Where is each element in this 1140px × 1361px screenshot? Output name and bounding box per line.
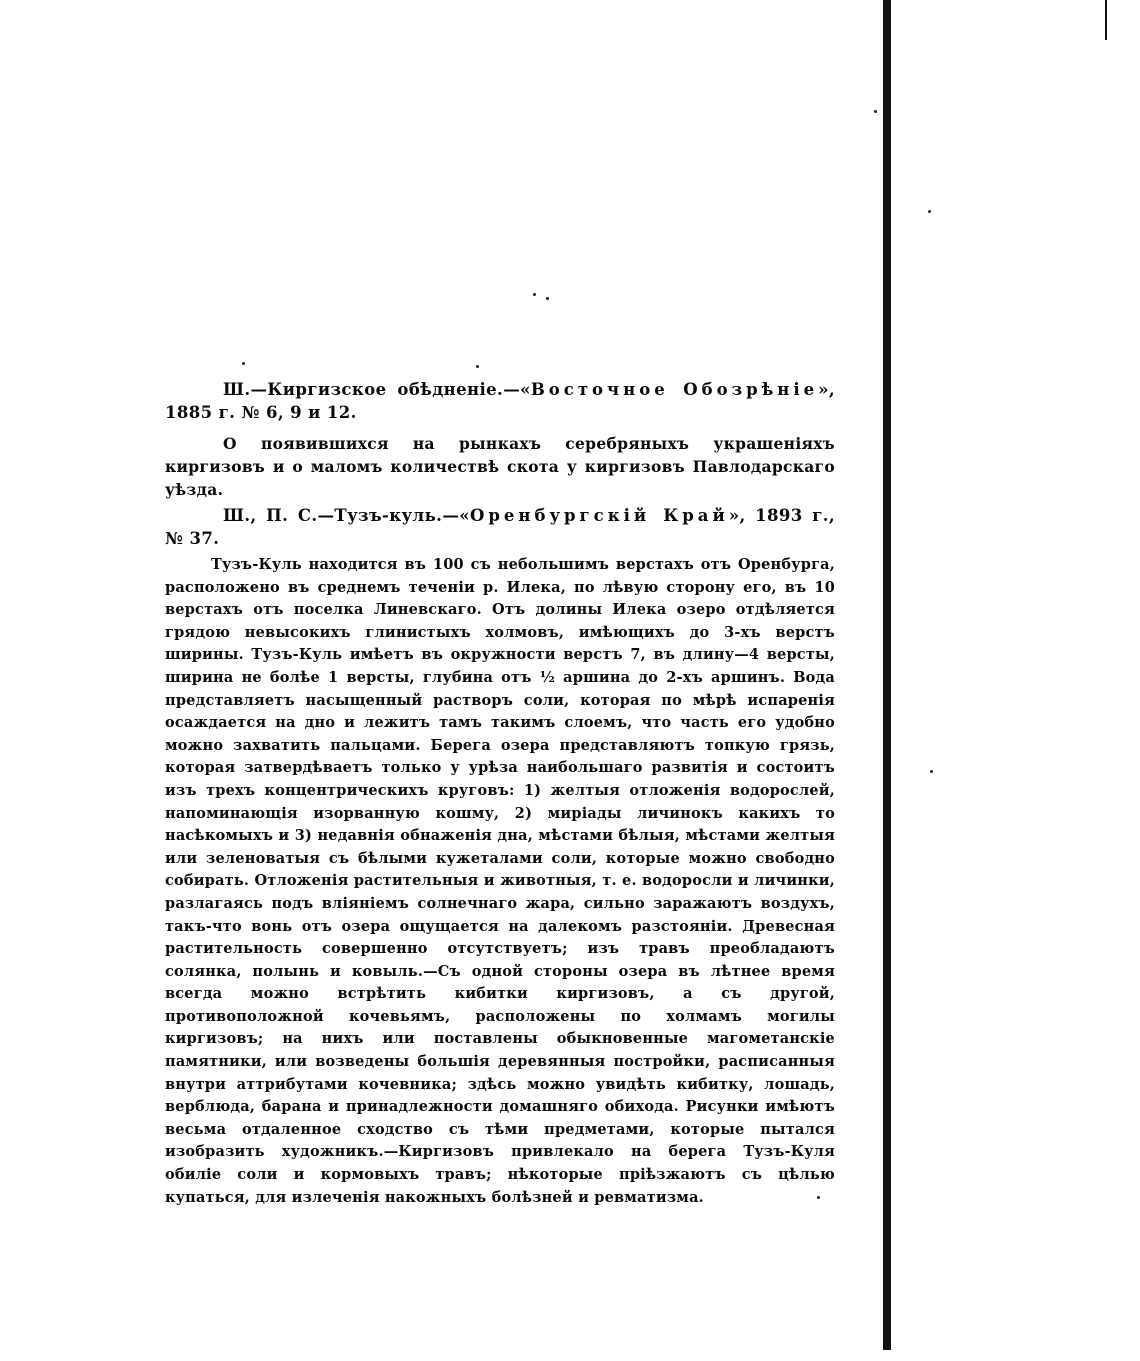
entry-1-journal: Восточное Обозрѣніе — [530, 380, 819, 399]
scan-speck — [817, 1196, 820, 1199]
scan-speck — [930, 770, 933, 773]
page-fold-shadow — [883, 0, 891, 1350]
page-edge-mark — [1105, 0, 1107, 40]
bibliography-entry-2 — [165, 504, 835, 1209]
entry-2-heading — [165, 504, 835, 550]
scan-speck — [476, 365, 479, 368]
scan-speck — [928, 210, 931, 213]
bibliography-entry-1 — [165, 378, 835, 501]
scan-speck — [546, 297, 549, 300]
entry-2-body: Тузъ-Куль находится въ 100 съ небольшимъ верстахъ отъ Оренбурга, расположено въ среднемъ теченіи р. Илека, по лѣвую сторону его, въ 10 верстахъ отъ поселка Линевскаго. Отъ долины Илека озеро отдѣляется грядою невысокихъ глинистыхъ холмовъ, имѣющихъ до 3-хъ верстъ ширины. Тузъ-Куль имѣетъ въ окружности верстъ 7, въ длину—4 версты, ширина не болѣе 1 версты, глубина отъ ½ аршина до 2-хъ аршинъ. Вода представляетъ насыщенный растворъ соли, которая по мѣрѣ испаренія осаждается на дно и лежитъ тамъ такимъ слоемъ, что часть его удобно можно захватить пальцами. Берега озера представляютъ топкую грязь, которая затвердѣваетъ только у урѣза наибольшаго развитія и состоитъ изъ трехъ концентрическихъ круговъ: 1) желтыя отложенія водорослей, напоминающія изорванную кошму, 2) миріады личинокъ какихъ то насѣкомыхъ и 3) недавнія обнаженія дна, мѣстами бѣлыя, мѣстами желтыя или зеленоватыя съ бѣлыми кужеталами соли, которые можно свободно собирать. Отложенія растительныя и животныя, т. е. водоросли и личинки, разлагаясь подъ вліяніемъ солнечнаго жара, сильно заражаютъ воздухъ, такъ-что вонь отъ озера ощущается на далекомъ разстояніи. Древесная растительность совершенно отсутствуетъ; изъ травъ преобладаютъ солянка, полынь и ковыль.—Съ одной стороны озера въ лѣтнее время всегда можно встрѣтить кибитки киргизовъ, а съ другой, противоположной кочевьямъ, расположены по холмамъ могилы киргизовъ; на нихъ или поставлены обыкновенные магометанскіе памятники, или возведены большія деревянныя постройки, расписанныя внутри аттрибутами кочевника; здѣсь можно увидѣть кибитку, лошадь, верблюда, барана и принадлежности домашняго обихода. Рисунки имѣютъ весьма отдаленное сходство съ тѣми предметами, которые пытался изобразить художникъ.—Киргизовъ привлекало на берега Тузъ-Куля обиліе соли и кормовыхъ травъ; нѣкоторые пріѣзжаютъ съ цѣлью купаться, для излеченія накожныхъ болѣзней и ревматизма. — [165, 556, 835, 1206]
scan-speck — [242, 362, 245, 365]
scan-speck — [533, 293, 536, 296]
entry-1-author-title: Ш.—Киргизское обѣдненіе.—« — [223, 380, 531, 399]
scan-speck — [874, 110, 877, 113]
entry-2-citation: », 1893 г., № 37. — [165, 506, 836, 548]
entry-2-journal: Оренбургскій Край — [469, 506, 729, 525]
entry-2-author-title: Ш., П. С.—Тузъ-куль.—« — [223, 506, 470, 525]
entry-1-annotation: О появившихся на рынкахъ серебряныхъ украшеніяхъ киргизовъ и о маломъ количествѣ скота у киргизовъ Павлодарскаго уѣзда. — [165, 434, 835, 499]
entry-1-citation: », 1885 г. № 6, 9 и 12. — [165, 380, 836, 422]
entry-1-heading — [165, 378, 835, 424]
